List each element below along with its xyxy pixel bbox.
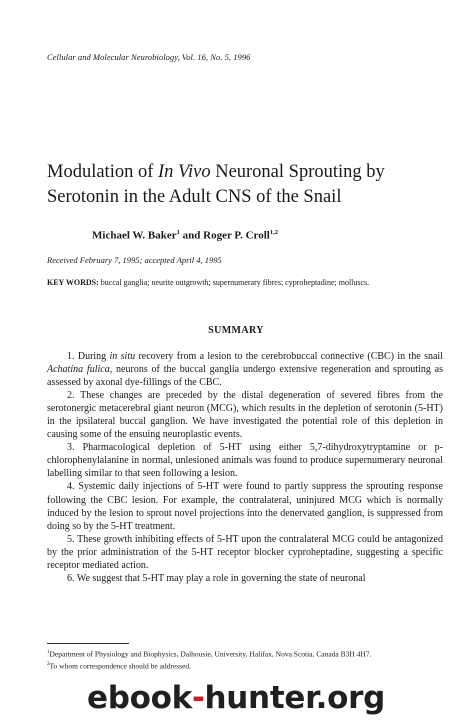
- p1-text-a: 1. During: [67, 351, 110, 362]
- footnotes: [47, 648, 443, 671]
- paper-title: [47, 160, 447, 210]
- journal-citation: Cellular and Molecular Neurobiology, Vol. 16, No. 5, 1996: [47, 52, 251, 62]
- footnote-2: [47, 660, 443, 672]
- summary-paragraph-5: 5. These growth inhibiting effects of 5-HT upon the contralateral MCG could be antagonized by the prior administration of the 5-HT receptor blocker cyproheptadine, suggesting a specific receptor mediated action.: [47, 533, 443, 571]
- summary-body: [47, 350, 443, 585]
- author-2: Roger P. Croll: [203, 229, 270, 242]
- author-1: Michael W. Baker: [92, 229, 177, 242]
- summary-paragraph-2: 2. These changes are preceded by the distal degeneration of severed fibres from the serotonergic metacerebral giant neuron (MCG), which results in the depletion of serotonin (5-HT) in the ipsilateral buccal ganglion. We have investigated the potential role of this depletion in causing some of the ensuing neuroplastic events.: [47, 390, 443, 441]
- p1-italic-in-situ: in situ: [109, 351, 136, 362]
- received-dates: Received February 7, 1995; accepted April 4, 1995: [47, 255, 222, 265]
- summary-paragraph-4: 4. Systemic daily injections of 5-HT were found to partly suppress the sprouting response following the CBC lesion. For example, the contralateral, uninjured MCG which is normally induced by the lesion to sprout novel projections into the denervated ganglion, is suppressed from doing so by the 5-HT treatment.: [47, 481, 443, 532]
- watermark-dash: -: [191, 680, 205, 716]
- footnote-2-text: To whom correspondence should be addressed.: [49, 661, 192, 670]
- footnote-2-marker: 2: [47, 661, 50, 667]
- author-conjunction: and: [179, 229, 204, 242]
- watermark-part-2: hunter.org: [204, 680, 385, 716]
- author-line: [92, 229, 278, 242]
- watermark-part-1: ebook: [87, 680, 192, 716]
- title-italic: In Vivo: [158, 162, 211, 182]
- author-2-affiliation: 1,2: [269, 229, 278, 236]
- summary-paragraph-1: [47, 350, 443, 389]
- title-part-2: Neuronal Sprouting by Serotonin in the Adult CNS of the Snail: [47, 162, 385, 207]
- watermark: [0, 680, 472, 716]
- summary-paragraph-6: 6. We suggest that 5-HT may play a role in governing the state of neuronal: [67, 572, 366, 584]
- p1-text-c: recovery from a lesion to the cerebrobuccal connective (CBC) in the snail: [135, 351, 443, 362]
- keywords-label: KEY WORDS:: [47, 278, 99, 287]
- footnote-1-marker: 1: [47, 650, 50, 655]
- p1-text-e: neurons of the buccal ganglia undergo extensive regeneration and sprouting as assessed by axonal dye-fillings of the CBC.: [47, 364, 443, 389]
- keywords: [47, 278, 457, 287]
- summary-paragraph-3: 3. Pharmacological depletion of 5-HT using either 5,7-dihydroxytryptamine or p-chlorophenylalanine in normal, unlesioned animals was found to produce supernumerary neuronal labelling similar to that seen following a lesion.: [47, 442, 443, 480]
- p1-italic-species: Achatina fulica,: [47, 364, 113, 376]
- summary-heading: SUMMARY: [208, 325, 264, 336]
- title-part-1: Modulation of: [47, 162, 158, 182]
- footnote-rule: [47, 643, 129, 644]
- keywords-text: buccal ganglia; neurite outgrowth; supernumerary fibres; cyproheptadine; molluscs.: [98, 278, 370, 287]
- footnote-1-text: Department of Physiology and Biophysics, Dalhousie, University, Halifax, Nova Scotia, Canada B3H 4H7.: [49, 649, 372, 659]
- author-1-affiliation: 1: [176, 229, 180, 236]
- footnote-1: [47, 648, 443, 660]
